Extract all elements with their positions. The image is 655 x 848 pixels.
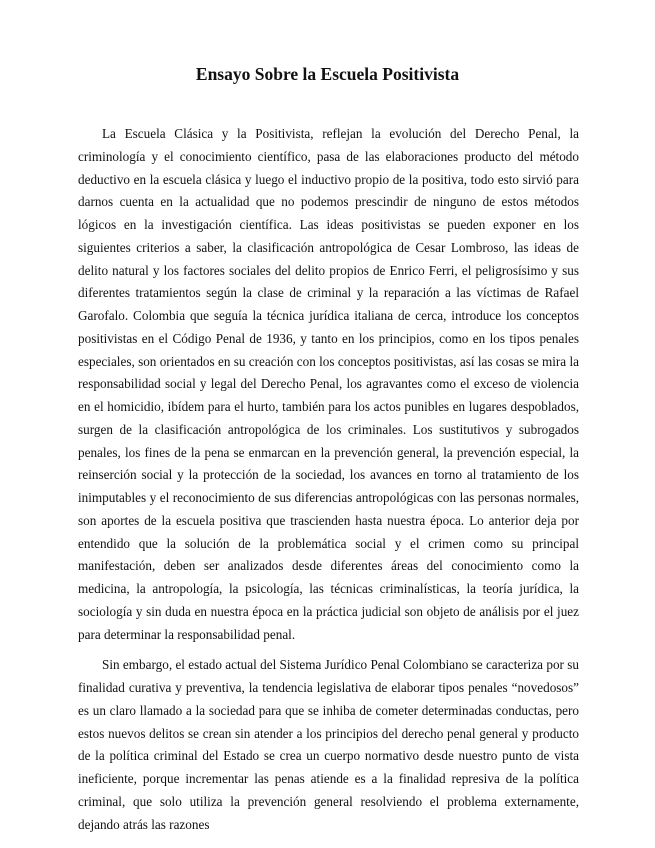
document-title: Ensayo Sobre la Escuela Positivista [195,64,460,84]
paragraph-1: La Escuela Clásica y la Positivista, reflejan la evolución del Derecho Penal, la criminología y el conocimiento científico, pasa de las elaboraciones producto del método deductivo en la escuela clásica y luego el inductivo propio de la positiva, todo esto sirvió para darnos cuenta en la actualidad que no podemos prescindir de ninguno de estos métodos lógicos en la investigación científica. Las ideas positivistas se pueden exponer en los siguientes criterios a saber, la clasificación antropológica de Cesar Lombroso, las ideas de delito natural y los factores sociales del delito propios de Enrico Ferri, el peligrosísimo y sus diferentes tratamientos según la clase de criminal y la reparación a las víctimas de Rafael Garofalo. Colombia que seguía la técnica jurídica italiana de cerca, introduce los conceptos positivistas en el Código Penal de 1936, y tanto en los principios, como en los tipos penales especiales, son orientados en su creación con los conceptos positivistas, así las cosas se mira la responsabilidad social y legal del Derecho Penal, los agravantes como el exceso de violencia en el homicidio, ibídem para el hurto, también para los actos punibles en lugares despoblados, surgen de la clasificación antropológica de los criminales. Los sustitutivos y subrogados penales, los fines de la pena se enmarcan en la prevención general, la prevención especial, la reinserción social y la protección de la sociedad, los avances en torno al tratamiento de los inimputables y el reconocimiento de sus diferencias antropológicas con las personas normales, son aportes de la escuela positiva que trascienden hasta nuestra época. Lo anterior deja por entendido que la solución de la problemática social y el crimen como su principal manifestación, deben ser analizados desde diferentes áreas del conocimiento como la medicina, la antropología, la psicología, las técnicas criminalísticas, la teoría jurídica, la sociología y sin duda en nuestra época en la práctica judicial son objeto de análisis por el juez para determinar la responsabilidad penal. [78,126,579,642]
paragraph-2: Sin embargo, el estado actual del Sistema Jurídico Penal Colombiano se caracteriza por su finalidad curativa y preventiva, la tendencia legislativa de elaborar tipos penales “novedosos” es un claro llamado a la sociedad para que se inhiba de cometer determinadas conductas, pero estos nuevos delitos se crean sin atender a los principios del derecho penal general y producto de la política criminal del Estado se crea un cuerpo normativo desde nuestro punto de vista ineficiente, porque incrementar las penas atiende es a la finalidad represiva de la política criminal, que solo utiliza la prevención general resolviendo el problema externamente, dejando atrás las razones [78,657,579,832]
document-body [78,123,579,836]
